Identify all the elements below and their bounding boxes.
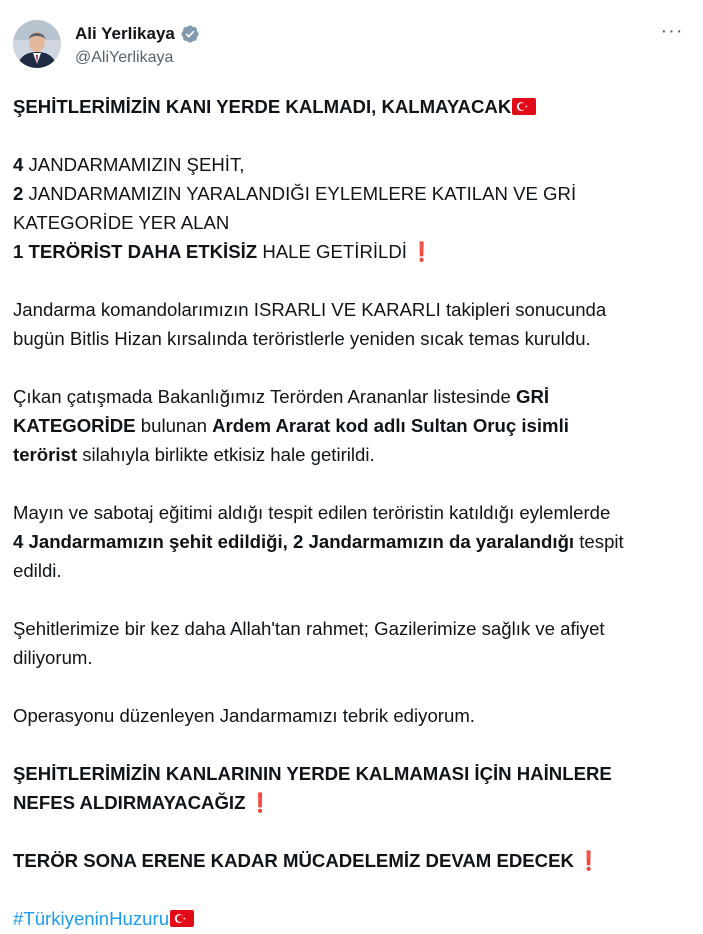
tweet-line: 1 TERÖRİST DAHA ETKİSİZ HALE GETİRİLDİ ❗ xyxy=(13,241,434,262)
tweet-line: 4 Jandarmamızın şehit edildiği, 2 Jandarmamızın da yaralandığı tespit xyxy=(13,531,624,552)
tweet-text xyxy=(13,92,689,933)
tweet-line: NEFES ALDIRMAYACAĞIZ ❗ xyxy=(13,792,272,813)
tweet-line: KATEGORİDE bulunan Ardem Ararat kod adlı Sultan Oruç isimli xyxy=(13,415,569,436)
exclamation-icon: ❗ xyxy=(576,850,601,871)
author-handle[interactable]: @AliYerlikaya xyxy=(75,49,174,66)
tweet-line: diliyorum. xyxy=(13,647,93,668)
verified-badge-icon xyxy=(180,24,200,44)
exclamation-icon: ❗ xyxy=(248,792,272,813)
hashtag-link[interactable]: #TürkiyeninHuzuru xyxy=(13,908,170,929)
tweet-headline: ŞEHİTLERİMİZİN KANI YERDE KALMADI, KALMAYACAK xyxy=(13,92,689,121)
tweet-line: KATEGORİDE YER ALAN xyxy=(13,212,230,233)
tweet-line: 4 JANDARMAMIZIN ŞEHİT, xyxy=(13,154,245,175)
author-name-row xyxy=(75,24,200,44)
tweet-line: Jandarma komandolarımızın ISRARLI VE KARARLI takipleri sonucunda xyxy=(13,299,607,320)
tweet-line: Çıkan çatışmada Bakanlığımız Terörden Arananlar listesinde GRİ xyxy=(13,386,550,407)
more-options-button[interactable]: ··· xyxy=(660,20,684,42)
turkey-flag-icon xyxy=(170,910,194,927)
tweet-line: terörist silahıyla birlikte etkisiz hale getirildi. xyxy=(13,444,375,465)
tweet-line: TERÖR SONA ERENE KADAR MÜCADELEMİZ DEVAM EDECEK ❗ xyxy=(13,850,601,871)
tweet-line: edildi. xyxy=(13,560,62,581)
tweet-hashtag-line xyxy=(13,904,689,933)
avatar-portrait-icon xyxy=(13,20,61,68)
tweet-line: Operasyonu düzenleyen Jandarmamızı tebrik ediyorum. xyxy=(13,705,475,726)
tweet-line: 2 JANDARMAMIZIN YARALANDIĞI EYLEMLERE KATILAN VE GRİ xyxy=(13,183,577,204)
tweet-header xyxy=(13,20,693,72)
tweet-line: ŞEHİTLERİMİZİN KANLARININ YERDE KALMAMASI İÇİN HAİNLERE xyxy=(13,763,612,784)
tweet-line: Şehitlerimize bir kez daha Allah'tan rahmet; Gazilerimize sağlık ve afiyet xyxy=(13,618,605,639)
author-display-name[interactable]: Ali Yerlikaya xyxy=(75,24,175,43)
exclamation-icon: ❗ xyxy=(409,241,434,262)
author-avatar[interactable] xyxy=(13,20,61,68)
tweet-line: Mayın ve sabotaj eğitimi aldığı tespit edilen teröristin katıldığı eylemlerde xyxy=(13,502,611,523)
tweet-line: bugün Bitlis Hizan kırsalında teröristlerle yeniden sıcak temas kuruldu. xyxy=(13,328,591,349)
turkey-flag-icon xyxy=(512,98,536,115)
